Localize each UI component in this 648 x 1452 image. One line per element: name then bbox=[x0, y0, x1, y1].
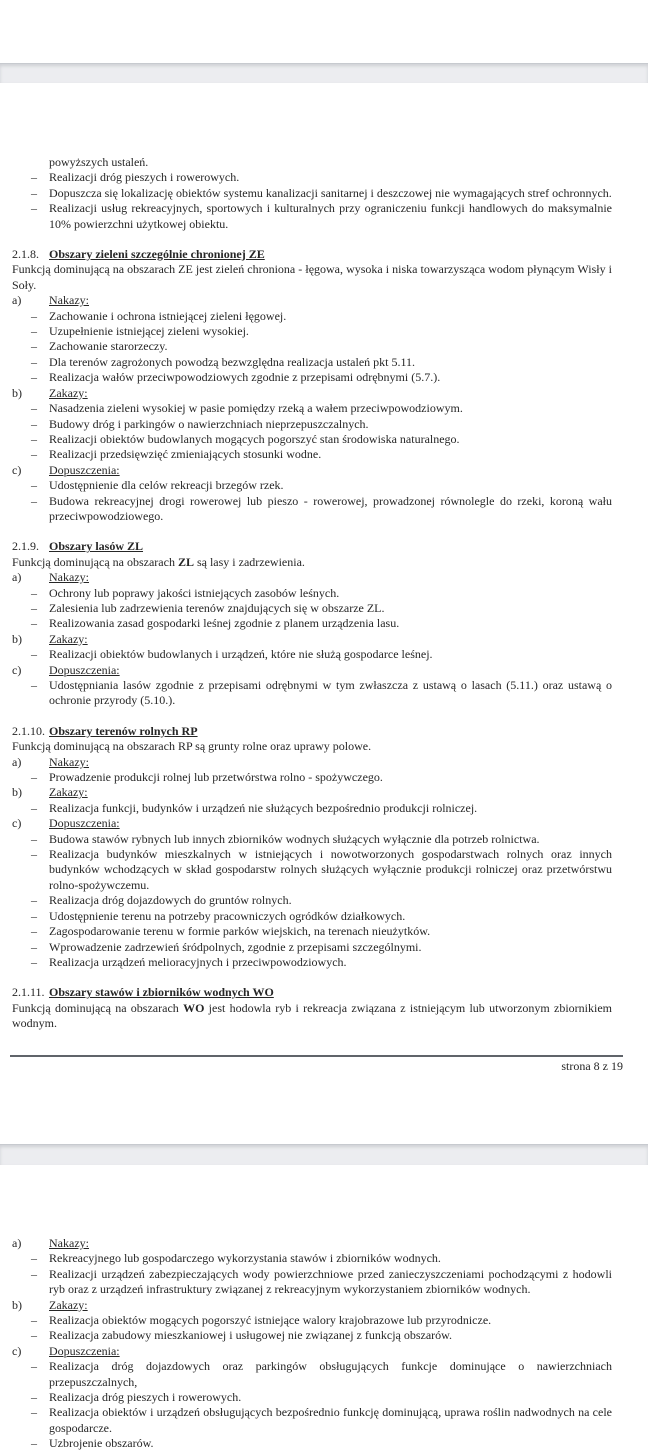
document-section bbox=[12, 724, 612, 971]
list-item: – Zachowanie i ochrona istniejącej zieleni łęgowej. bbox=[12, 309, 612, 324]
subsection-heading bbox=[12, 386, 612, 401]
list-item: – Budowa stawów rybnych lub innych zbiorników wodnych służących wyłącznie dla potrzeb rolnictwa. bbox=[12, 832, 612, 847]
list-item: – Realizacja budynków mieszkalnych w istniejących i nowotworzonych gospodarstwach rolnych oraz innych budynków wchodzących w skład gospodarstw rolnych służących wyłącznie produkcji rolniczej oraz przetwórstwu rolno-spożywczemu. bbox=[12, 847, 612, 893]
text-segment: Funkcją dominującą na obszarach bbox=[12, 554, 178, 569]
list-item: – Budowy dróg i parkingów o nawierzchniach nieprzepuszczalnych. bbox=[12, 417, 612, 432]
list-item: – Realizacja zabudowy mieszkaniowej i usługowej nie związanej z funkcją obszarów. bbox=[12, 1328, 612, 1343]
page-number-label: strona 8 z 19 bbox=[561, 1059, 623, 1073]
text-segment: jest hodowla ryb i rekreacja związana z istniejącym lub utworzonym zbiornikiem wodnym. bbox=[12, 1000, 613, 1031]
list-item: – Realizacji przedsięwzięć zmieniających stosunki wodne. bbox=[12, 447, 612, 462]
list-item: – Realizacja obiektów mogących pogorszyć istniejące walory krajobrazowe lub przyrodnicze. bbox=[12, 1313, 612, 1328]
section-title: Obszary lasów ZL bbox=[49, 539, 144, 554]
subsection-label: Zakazy: bbox=[49, 785, 88, 800]
list-item: – Nasadzenia zieleni wysokiej w pasie pomiędzy rzeką a wałem przeciwpowodziowym. bbox=[12, 401, 612, 416]
list-item: – Udostępnienie dla celów rekreacji brzegów rzek. bbox=[12, 478, 612, 493]
subsection-letter: a) bbox=[12, 293, 22, 308]
list-item: – Realizacji usług rekreacyjnych, sportowych i kulturalnych przy ograniczeniu funkcji handlowych do maksymalnie 10% powierzchni użytkowej obiektu. bbox=[12, 201, 612, 232]
subsection-heading bbox=[12, 293, 612, 308]
subsection-label: Nakazy: bbox=[49, 754, 89, 769]
list-item: – Realizacja dróg pieszych i rowerowych. bbox=[12, 1390, 612, 1405]
subsection-heading bbox=[12, 632, 612, 647]
list-item: – Realizacja wałów przeciwpowodziowych zgodnie z przepisami odrębnymi (5.7.). bbox=[12, 370, 612, 385]
subsection-heading bbox=[12, 755, 612, 770]
page-8 bbox=[0, 83, 648, 1144]
continued-list bbox=[12, 155, 612, 232]
subsection-heading bbox=[12, 785, 612, 800]
subsection-label: Dopuszczenia: bbox=[49, 662, 120, 677]
page-separator bbox=[0, 63, 648, 83]
page-8-content bbox=[12, 155, 612, 1032]
list-item: – Realizacja dróg dojazdowych oraz parkingów obsługujących funkcje dominujące o nawierzchniach przepuszczalnych, bbox=[12, 1359, 612, 1390]
subsection-label: Dopuszczenia: bbox=[49, 1343, 120, 1358]
section-heading bbox=[12, 724, 612, 739]
subsection-letter: b) bbox=[12, 1297, 22, 1312]
subsection-heading bbox=[12, 1236, 612, 1251]
subsection-letter: b) bbox=[12, 631, 22, 646]
section-number: 2.1.11. bbox=[12, 985, 45, 1000]
subsection-letter: a) bbox=[12, 570, 22, 585]
section-paragraph bbox=[12, 262, 612, 293]
section-number: 2.1.8. bbox=[12, 247, 39, 262]
section-heading bbox=[12, 539, 612, 554]
subsection-label: Zakazy: bbox=[49, 631, 88, 646]
section-heading bbox=[12, 247, 612, 262]
page-9 bbox=[0, 1165, 648, 1451]
subsection-label: Zakazy: bbox=[49, 1297, 88, 1312]
section-title: Obszary terenów rolnych RP bbox=[49, 723, 198, 738]
subsection-letter: b) bbox=[12, 785, 22, 800]
list-item: – Uzbrojenie obszarów. bbox=[12, 1436, 612, 1451]
subsection-label: Nakazy: bbox=[49, 1236, 89, 1250]
subsection-heading bbox=[12, 1298, 612, 1313]
section-paragraph bbox=[12, 1001, 612, 1032]
subsection-letter: c) bbox=[12, 662, 22, 677]
list-item: – Realizacji urządzeń zabezpieczających wody powierzchniowe przed zanieczyszczeniami pochodzącymi z hodowli ryb oraz z urządzeń infrastruktury związanej z rekreacyjnym wykorzystaniem zbiorników wodnych. bbox=[12, 1267, 612, 1298]
list-item: – Zagospodarowanie terenu w formie parków wiejskich, na terenach nieużytków. bbox=[12, 924, 612, 939]
section-number: 2.1.9. bbox=[12, 539, 39, 554]
list-item: – Realizacji obiektów budowlanych i urządzeń, które nie służą gospodarce leśnej. bbox=[12, 647, 612, 662]
page-9-content bbox=[12, 1236, 612, 1452]
list-item: – Realizacja urządzeń melioracyjnych i przeciwpowodziowych. bbox=[12, 955, 612, 970]
section-heading bbox=[12, 985, 612, 1000]
subsection-letter: c) bbox=[12, 1343, 22, 1358]
list-item: – Rekreacyjnego lub gospodarczego wykorzystania stawów i zbiorników wodnych. bbox=[12, 1251, 612, 1266]
list-item: powyższych ustaleń. bbox=[49, 155, 149, 169]
list-item: – Realizowania zasad gospodarki leśnej zgodnie z planem urządzenia lasu. bbox=[12, 616, 612, 631]
section-number: 2.1.10. bbox=[12, 723, 45, 738]
subsection-heading bbox=[12, 463, 612, 478]
document-section bbox=[12, 247, 612, 524]
list-item: – Udostępniania lasów zgodnie z przepisami odrębnymi w tym zwłaszcza z ustawą o lasach (5.11.) oraz ustawą o ochronie przyrody (5.10.). bbox=[12, 678, 612, 709]
text-segment: są lasy i zadrzewienia. bbox=[193, 554, 305, 569]
list-item: – Ochrony lub poprawy jakości istniejących zasobów leśnych. bbox=[12, 586, 612, 601]
document-section bbox=[12, 1236, 612, 1452]
section-paragraph bbox=[12, 555, 612, 570]
document-section bbox=[12, 985, 612, 1031]
subsection-heading bbox=[12, 816, 612, 831]
subsection-label: Dopuszczenia: bbox=[49, 462, 120, 477]
subsection-label: Dopuszczenia: bbox=[49, 816, 120, 831]
subsection-letter: c) bbox=[12, 816, 22, 831]
section-title: Obszary stawów i zbiorników wodnych WO bbox=[49, 985, 274, 1000]
list-item: – Zalesienia lub zadrzewienia terenów znajdujących się w obszarze ZL. bbox=[12, 601, 612, 616]
subsection-heading bbox=[12, 570, 612, 585]
list-item: – Budowa rekreacyjnej drogi rowerowej lub pieszo - rowerowej, prowadzonej równolegle do rzeki, koroną wału przeciwpowodziowego. bbox=[12, 494, 612, 525]
list-item: – Prowadzenie produkcji rolnej lub przetwórstwa rolno - spożywczego. bbox=[12, 770, 612, 785]
list-item: – Dopuszcza się lokalizację obiektów systemu kanalizacji sanitarnej i deszczowej nie wymagających stref ochronnych. bbox=[12, 186, 612, 201]
text-segment: Funkcją dominującą na obszarach bbox=[12, 1000, 184, 1015]
subsection-label: Nakazy: bbox=[49, 293, 89, 308]
list-item: – Dla terenów zagrożonych powodzą bezwzględna realizacja ustaleń pkt 5.11. bbox=[12, 355, 612, 370]
subsection-letter: c) bbox=[12, 462, 22, 477]
subsection-heading bbox=[12, 663, 612, 678]
list-item: – Realizacja funkcji, budynków i urządzeń nie służących bezpośrednio produkcji rolniczej. bbox=[12, 801, 612, 816]
subsection-letter: a) bbox=[12, 754, 22, 769]
section-title: Obszary zieleni szczególnie chronionej ZE bbox=[49, 247, 265, 262]
subsection-label: Zakazy: bbox=[49, 385, 88, 400]
subsection-letter: b) bbox=[12, 385, 22, 400]
subsection-heading bbox=[12, 1344, 612, 1359]
emphasized-code: WO bbox=[183, 1000, 205, 1015]
list-item: – Uzupełnienie istniejącej zieleni wysokiej. bbox=[12, 324, 612, 339]
page-footer bbox=[10, 1055, 623, 1074]
subsection-letter: a) bbox=[12, 1236, 22, 1250]
subsection-label: Nakazy: bbox=[49, 570, 89, 585]
document-section bbox=[12, 539, 612, 708]
text-segment: Funkcją dominującą na obszarach ZE jest zieleń chroniona - łęgowa, wysoka i niska towarzysząca wodom płynącym Wisły i Soły. bbox=[12, 262, 612, 292]
page-7-bottom bbox=[0, 0, 648, 63]
section-paragraph bbox=[12, 739, 612, 754]
emphasized-code: ZL bbox=[177, 554, 194, 569]
list-item: – Realizacja dróg dojazdowych do gruntów rolnych. bbox=[12, 893, 612, 908]
list-item: – Zachowanie starorzeczy. bbox=[12, 339, 612, 354]
page-separator bbox=[0, 1144, 648, 1165]
list-item: – Realizacji dróg pieszych i rowerowych. bbox=[12, 170, 612, 185]
list-item: – Udostępnienie terenu na potrzeby pracowniczych ogródków działkowych. bbox=[12, 909, 612, 924]
list-item: – Realizacja obiektów i urządzeń obsługujących bezpośrednio funkcję dominującą, uprawa roślin nadwodnych na cele gospodarcze. bbox=[12, 1405, 612, 1436]
list-item: – Wprowadzenie zadrzewień śródpolnych, zgodnie z przepisami szczególnymi. bbox=[12, 940, 612, 955]
text-segment: Funkcją dominującą na obszarach RP są grunty rolne oraz uprawy polowe. bbox=[12, 739, 372, 754]
list-item: – Realizacji obiektów budowlanych mogących pogorszyć stan środowiska naturalnego. bbox=[12, 432, 612, 447]
